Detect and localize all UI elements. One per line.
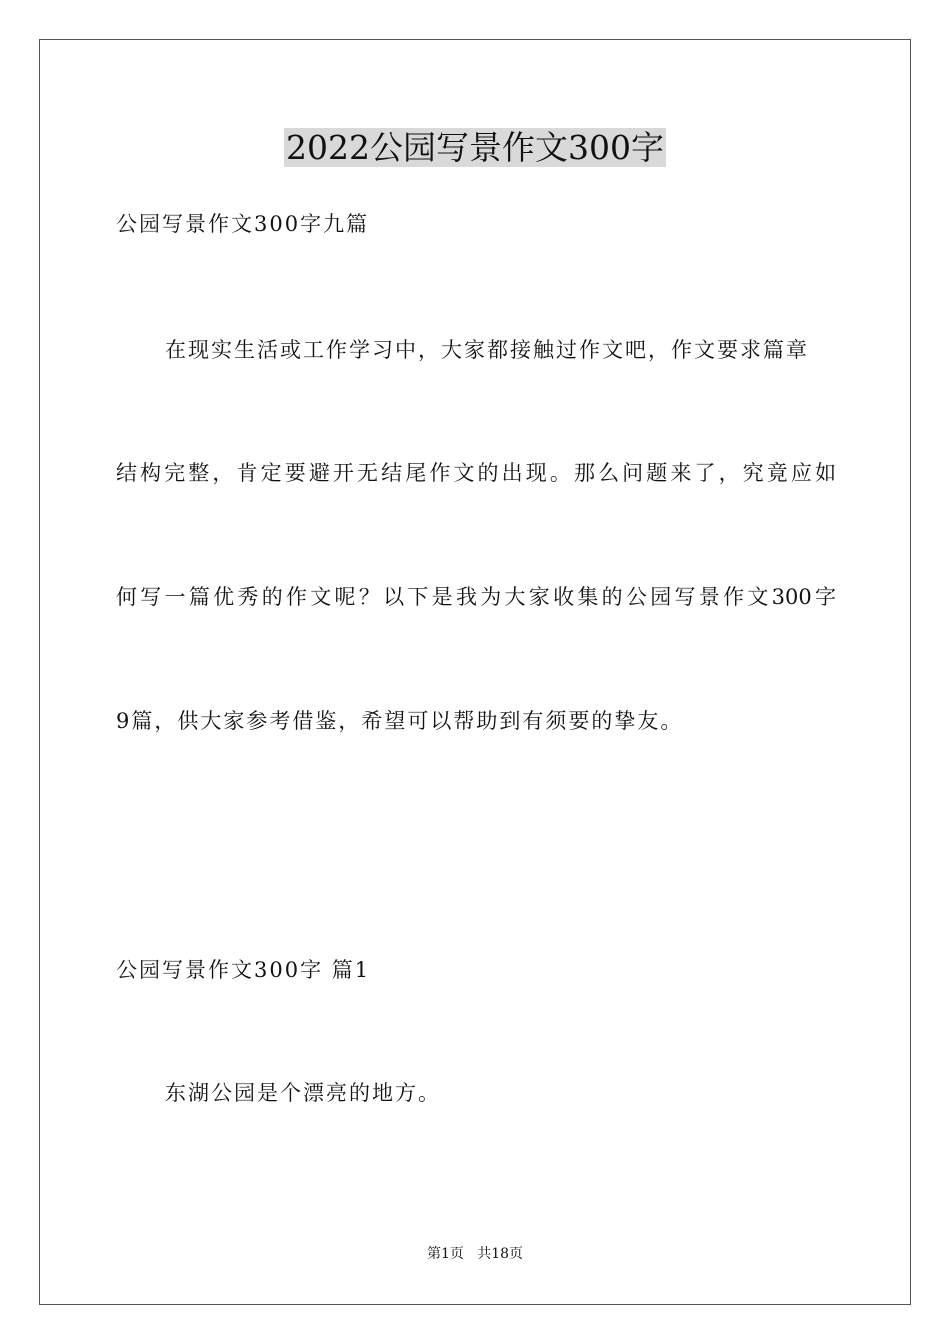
section-first-line: 东湖公园是个漂亮的地方。 — [165, 1081, 441, 1105]
document-subtitle: 公园写景作文300字九篇 — [116, 212, 370, 236]
intro-line-1: 在现实生活或工作学习中，大家都接触过作文吧，作文要求篇章 — [165, 338, 809, 362]
section-heading: 公园写景作文300字 篇1 — [116, 958, 371, 982]
intro-line-3: 何写一篇优秀的作文呢？以下是我为大家收集的公园写景作文300字 — [116, 585, 836, 609]
document-title — [0, 126, 950, 170]
intro-line-4: 9篇，供大家参考借鉴，希望可以帮助到有须要的挚友。 — [116, 709, 684, 733]
intro-line-2: 结构完整，肯定要避开无结尾作文的出现。那么问题来了，究竟应如 — [116, 461, 836, 485]
page-number: 第1页 共18页 — [426, 1246, 524, 1262]
document-title-text: 2022公园写景作文300字 — [286, 128, 664, 167]
